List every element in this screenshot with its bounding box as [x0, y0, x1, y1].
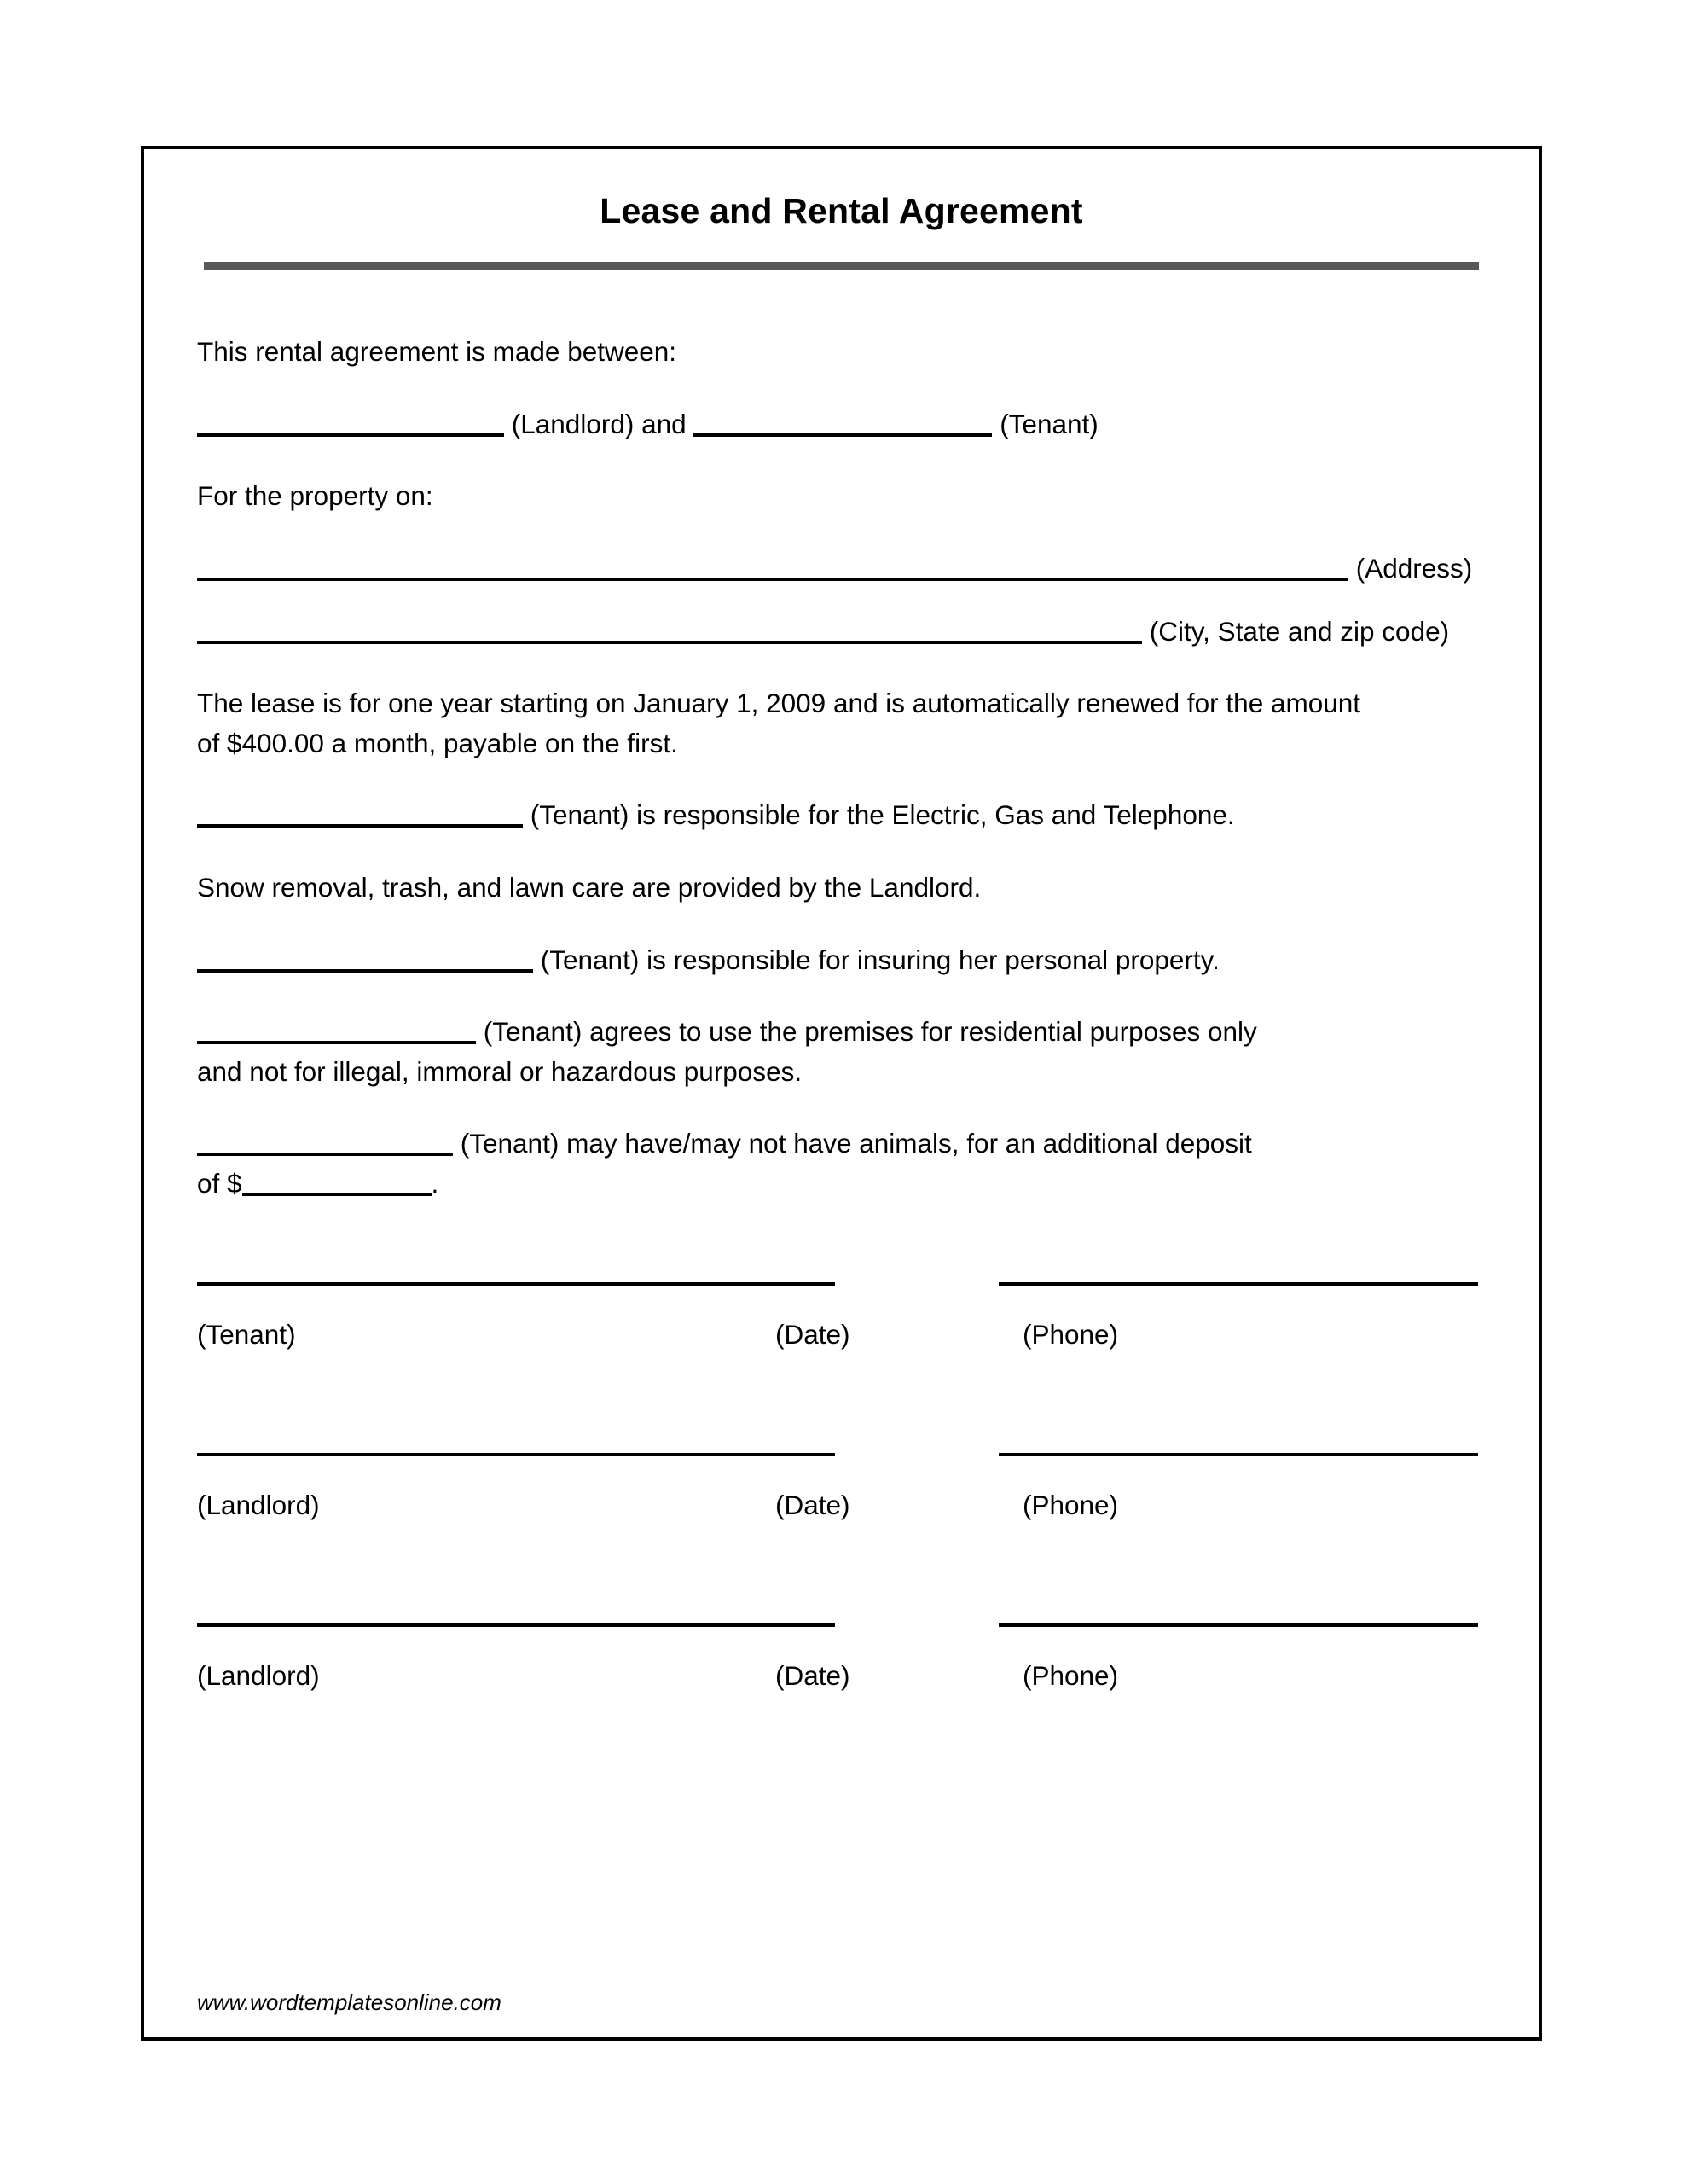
parties-line — [197, 404, 1486, 444]
agreement-body — [197, 270, 1486, 1204]
animals-clause-line-2 — [197, 1164, 1486, 1204]
spacer — [197, 835, 1486, 868]
insurance-clause — [197, 940, 1486, 980]
spacer — [197, 444, 1486, 476]
landlord-label: (Landlord) and — [511, 408, 687, 439]
signature-row-tenant — [197, 1282, 1486, 1453]
page-content — [144, 149, 1539, 2037]
signature-label-date: (Date) — [775, 1659, 850, 1691]
signature-label-date: (Date) — [775, 1489, 850, 1520]
signature-section — [197, 1204, 1486, 1794]
utilities-clause-text: (Tenant) is responsible for the Electric, Gas and Telephone. — [530, 799, 1235, 831]
city-state-zip-label: (City, State and zip code) — [1149, 615, 1450, 647]
signature-label-party: (Landlord) — [197, 1659, 320, 1691]
signature-label-date: (Date) — [775, 1318, 850, 1350]
spacer — [197, 1091, 1486, 1124]
spacer — [197, 589, 1486, 612]
landlord-signature-line[interactable] — [197, 1453, 835, 1456]
use-clause-line-1 — [197, 1012, 1486, 1052]
landlord-name-blank[interactable] — [197, 411, 504, 437]
signature-label-phone: (Phone) — [1023, 1318, 1119, 1350]
spacer — [197, 516, 1486, 549]
address-blank[interactable] — [197, 555, 1348, 581]
signature-label-party: (Tenant) — [197, 1318, 296, 1350]
spacer — [197, 372, 1486, 404]
spacer — [197, 651, 1486, 683]
address-label: (Address) — [1355, 552, 1473, 584]
tenant-name-blank[interactable] — [693, 411, 992, 437]
spacer — [197, 979, 1486, 1012]
tenant-signature-line[interactable] — [197, 1282, 835, 1286]
document-page — [141, 146, 1542, 2041]
spacer — [197, 908, 1486, 940]
tenant-phone-line[interactable] — [999, 1282, 1478, 1286]
property-paragraph: For the property on: — [197, 480, 433, 512]
page-title: Lease and Rental Agreement — [600, 191, 1083, 230]
use-clause-line-2: and not for illegal, immoral or hazardous purposes. — [197, 1055, 803, 1087]
title-divider — [204, 262, 1479, 270]
insurance-tenant-blank[interactable] — [197, 947, 533, 973]
footer-url: www.wordtemplatesonline.com — [197, 1989, 501, 2015]
animals-tenant-blank[interactable] — [197, 1130, 453, 1156]
signature-label-phone: (Phone) — [1023, 1489, 1119, 1520]
signature-row-landlord-2 — [197, 1623, 1486, 1794]
use-clause-text-1: (Tenant) agrees to use the premises for residential purposes only — [483, 1016, 1257, 1048]
deposit-amount-blank[interactable] — [242, 1170, 432, 1196]
landlord-phone-line[interactable] — [999, 1453, 1478, 1456]
landlord-phone-line[interactable] — [999, 1623, 1478, 1627]
tenant-label: (Tenant) — [1000, 408, 1099, 439]
utilities-tenant-blank[interactable] — [197, 802, 523, 828]
utilities-clause — [197, 795, 1486, 835]
deposit-suffix: . — [431, 1168, 439, 1199]
intro-paragraph: This rental agreement is made between: — [197, 336, 677, 368]
use-tenant-blank[interactable] — [197, 1019, 476, 1044]
animals-clause-line-1 — [197, 1124, 1486, 1164]
services-clause: Snow removal, trash, and lawn care are provided by the Landlord. — [197, 871, 982, 903]
deposit-prefix: of $ — [197, 1168, 242, 1199]
spacer — [197, 763, 1486, 795]
city-state-zip-line — [197, 612, 1486, 652]
address-line — [197, 549, 1486, 589]
signature-label-phone: (Phone) — [1023, 1659, 1119, 1691]
lease-term-line-2: of $400.00 a month, payable on the first. — [197, 727, 678, 758]
lease-term-line-1: The lease is for one year starting on January 1, 2009 and is automatically renewed for the amount — [197, 688, 1361, 719]
insurance-clause-text: (Tenant) is responsible for insuring her personal property. — [540, 944, 1220, 975]
signature-label-party: (Landlord) — [197, 1489, 320, 1520]
city-state-zip-blank[interactable] — [197, 619, 1142, 644]
animals-clause-text: (Tenant) may have/may not have animals, for an additional deposit — [460, 1128, 1252, 1159]
landlord-signature-line[interactable] — [197, 1623, 835, 1627]
signature-row-landlord-1 — [197, 1453, 1486, 1623]
